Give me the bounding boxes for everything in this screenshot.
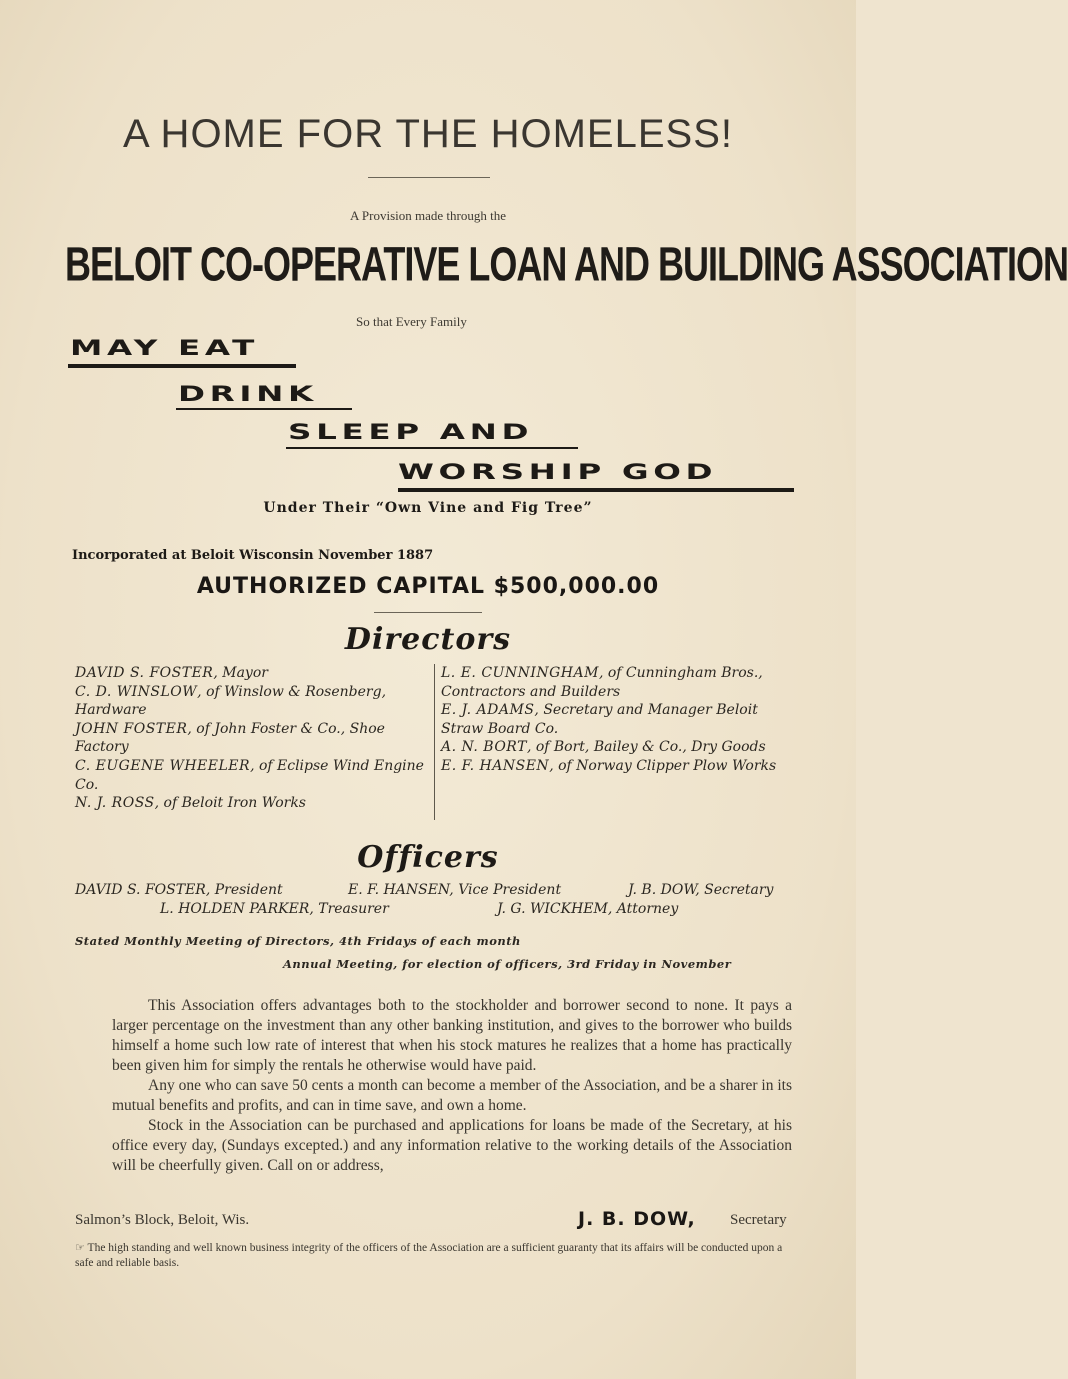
- director-entry: C. EUGENE WHEELER, of Eclipse Wind Engine Co.: [75, 757, 424, 793]
- directors-left-column: [75, 664, 430, 813]
- signature-title: Secretary: [730, 1212, 787, 1228]
- provision-text: A Provision made through the: [350, 208, 506, 223]
- slogan-worship-god: WORSHIP GOD: [398, 460, 718, 484]
- stated-meeting-note: Stated Monthly Meeting of Directors, 4th Fridays of each month: [75, 934, 521, 948]
- paragraph: Any one who can save 50 cents a month can become a member of the Association, and be a sharer in its mutual benefits and profits, and can in time save, and own a home.: [112, 1077, 792, 1114]
- so-that-text: So that Every Family: [356, 314, 467, 329]
- annual-meeting-note: Annual Meeting, for election of officers, 3rd Friday in November: [283, 957, 732, 971]
- paragraph: This Association offers advantages both to the stockholder and borrower second to none. It pays a larger percentage on the investment than any other banking institution, and gives to the borrower who builds himself a home such low rate of interest that when his stock matures he realizes that a home has practically been given him for simply the rentals he otherwise would have paid.: [112, 997, 792, 1074]
- director-entry: JOHN FOSTER, of John Foster & Co., Shoe Factory: [75, 720, 385, 756]
- slogan-sleep-and: SLEEP AND: [288, 420, 534, 444]
- incorporated-text: Incorporated at Beloit Wisconsin November 1887: [72, 548, 434, 563]
- signature-name: J. B. DOW,: [578, 1208, 696, 1230]
- officer-entry: J. B. DOW, Secretary: [628, 882, 774, 898]
- body-text: [112, 996, 792, 1176]
- slogan-drink: DRINK: [178, 382, 318, 406]
- slogan-underline: [68, 364, 296, 368]
- headline: A HOME FOR THE HOMELESS!: [122, 112, 734, 156]
- authorized-capital: AUTHORIZED CAPITAL $500,000.00: [196, 574, 660, 599]
- address: Salmon’s Block, Beloit, Wis.: [75, 1212, 250, 1228]
- director-entry: C. D. WINSLOW, of Winslow & Rosenberg, Hardware: [75, 683, 387, 719]
- footnote: [75, 1240, 800, 1271]
- slogan-may-eat: MAY EAT: [70, 336, 260, 360]
- director-entry: DAVID S. FOSTER, Mayor: [75, 665, 268, 681]
- directors-right-column: [441, 664, 801, 776]
- officer-entry: L. HOLDEN PARKER, Treasurer: [160, 901, 389, 917]
- paragraph: Stock in the Association can be purchased and applications for loans be made of the Secretary, at his office every day, (Sundays excepted.) and any information relative to the working details of the Association will be cheerfully given. Call on or address,: [112, 1117, 792, 1174]
- director-entry: A. N. BORT, of Bort, Bailey & Co., Dry Goods: [441, 739, 766, 756]
- footnote-text: The high standing and well known business integrity of the officers of the Association are a sufficient guaranty that its affairs will be conducted upon a safe and reliable basis.: [75, 1242, 783, 1269]
- officer-entry: E. F. HANSEN, Vice President: [348, 882, 562, 898]
- director-entry: N. J. ROSS, of Beloit Iron Works: [75, 795, 306, 812]
- vine-and-fig-text: Under Their “Own Vine and Fig Tree”: [263, 500, 593, 516]
- officers-heading: Officers: [357, 840, 499, 875]
- pointing-hand-icon: ☞: [75, 1241, 85, 1254]
- director-entry: E. F. HANSEN, of Norway Clipper Plow Works: [441, 757, 777, 774]
- column-divider: [434, 664, 435, 820]
- divider: [374, 612, 482, 613]
- director-entry: E. J. ADAMS, Secretary and Manager Beloit Straw Board Co.: [441, 702, 758, 737]
- slogan-underline: [176, 408, 352, 410]
- officer-entry: J. G. WICKHEM, Attorney: [497, 901, 679, 917]
- directors-heading: Directors: [344, 622, 512, 657]
- slogan-underline: [398, 488, 794, 492]
- divider: [368, 177, 490, 178]
- director-entry: L. E. CUNNINGHAM, of Cunningham Bros., Contractors and Builders: [441, 665, 763, 700]
- officer-entry: DAVID S. FOSTER, President: [75, 882, 283, 898]
- association-name: BELOIT CO-OPERATIVE LOAN AND BUILDING ASSOCIATION: [65, 236, 1068, 292]
- slogan-underline: [286, 447, 578, 449]
